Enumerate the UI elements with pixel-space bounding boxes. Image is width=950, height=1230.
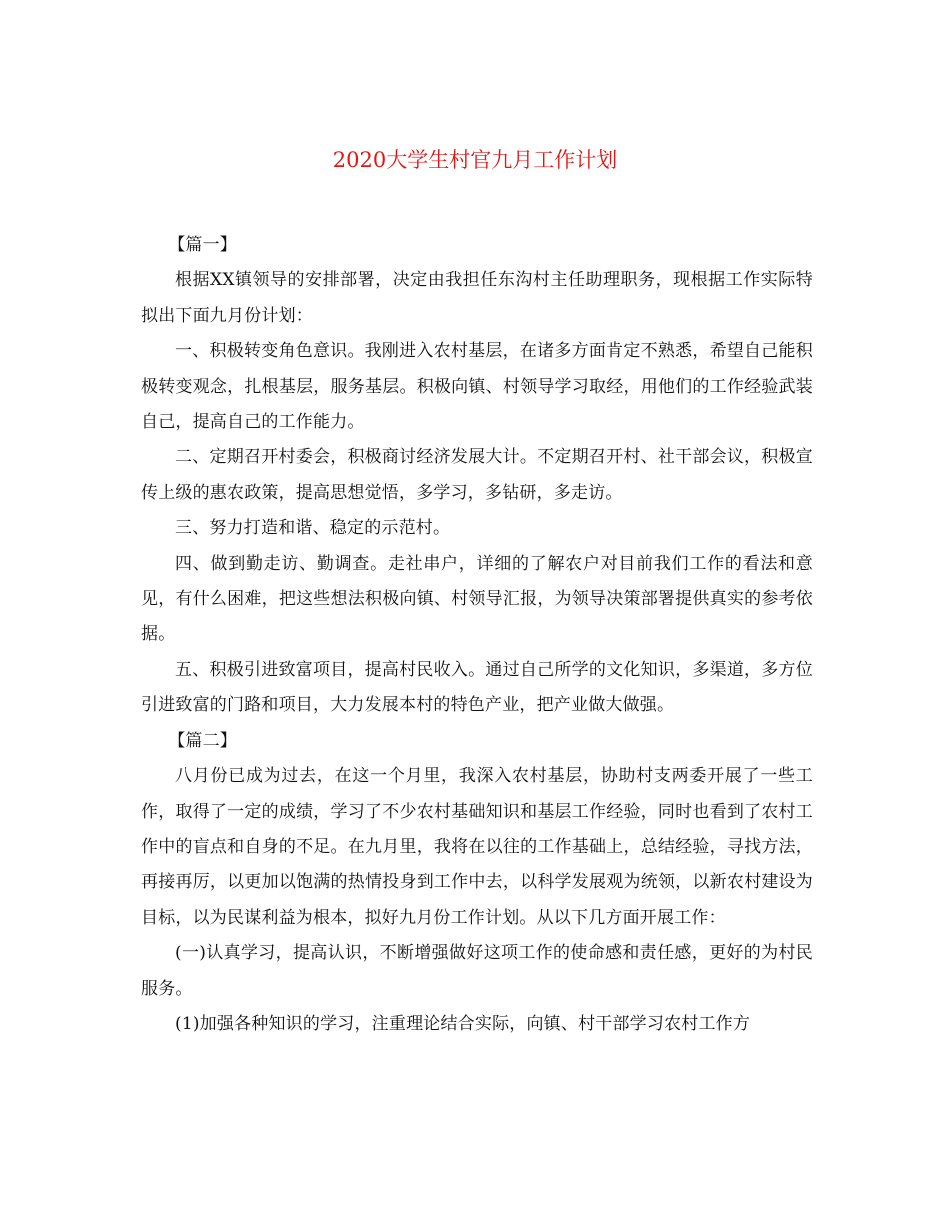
paragraph-item-2: 二、定期召开村委会，积极商讨经济发展大计。不定期召开村、社干部会议，积极宣传上级的惠农政策，提高思想觉悟，多学习，多钻研，多走访。 (141, 447, 813, 503)
paragraph-item-3: 三、努力打造和谐、稳定的示范村。 (175, 518, 451, 539)
document-body (141, 228, 813, 1042)
document-title: 2020大学生村官九月工作计划 (332, 148, 618, 172)
section-heading-1: 【篇一】 (168, 235, 237, 255)
paragraph-section2-intro: 八月份已成为过去，在这一个月里，我深入农村基层，协助村支两委开展了一些工作，取得了一定的成绩，学习了不少农村基础知识和基层工作经验，同时也看到了农村工作中的盲点和自身的不足。在九月里，我将在以往的工作基础上，总结经验，寻找方法，再接再厉，以更加以饱满的热情投身到工作中去，以科学发展观为统领，以新农村建设为目标，以为民谋利益为根本，拟好九月份工作计划。从以下几方面开展工作： (141, 766, 813, 928)
paragraph-item-1: 一、积极转变角色意识。我刚进入农村基层，在诸多方面肯定不熟悉，希望自己能积极转变观念，扎根基层，服务基层。积极向镇、村领导学习取经，用他们的工作经验武装自己，提高自己的工作能力。 (141, 341, 813, 433)
paragraph-section2-subitem-1: (1)加强各种知识的学习，注重理论结合实际，向镇、村干部学习农村工作方 (175, 1013, 751, 1034)
paragraph-item-4: 四、做到勤走访、勤调查。走社串户，详细的了解农户对目前我们工作的看法和意见，有什么困难，把这些想法积极向镇、村领导汇报，为领导决策部署提供真实的参考依据。 (141, 553, 813, 645)
paragraph-intro: 根据XX镇领导的安排部署，决定由我担任东沟村主任助理职务，现根据工作实际特拟出下面九月份计划： (141, 270, 813, 326)
section-heading-2: 【篇二】 (168, 730, 237, 751)
paragraph-section2-item-1: (一)认真学习，提高认识，不断增强做好这项工作的使命感和责任感，更好的为村民服务。 (141, 943, 813, 999)
paragraph-item-5: 五、积极引进致富项目，提高村民收入。通过自己所学的文化知识，多渠道，多方位引进致富的门路和项目，大力发展本村的特色产业，把产业做大做强。 (141, 659, 813, 716)
